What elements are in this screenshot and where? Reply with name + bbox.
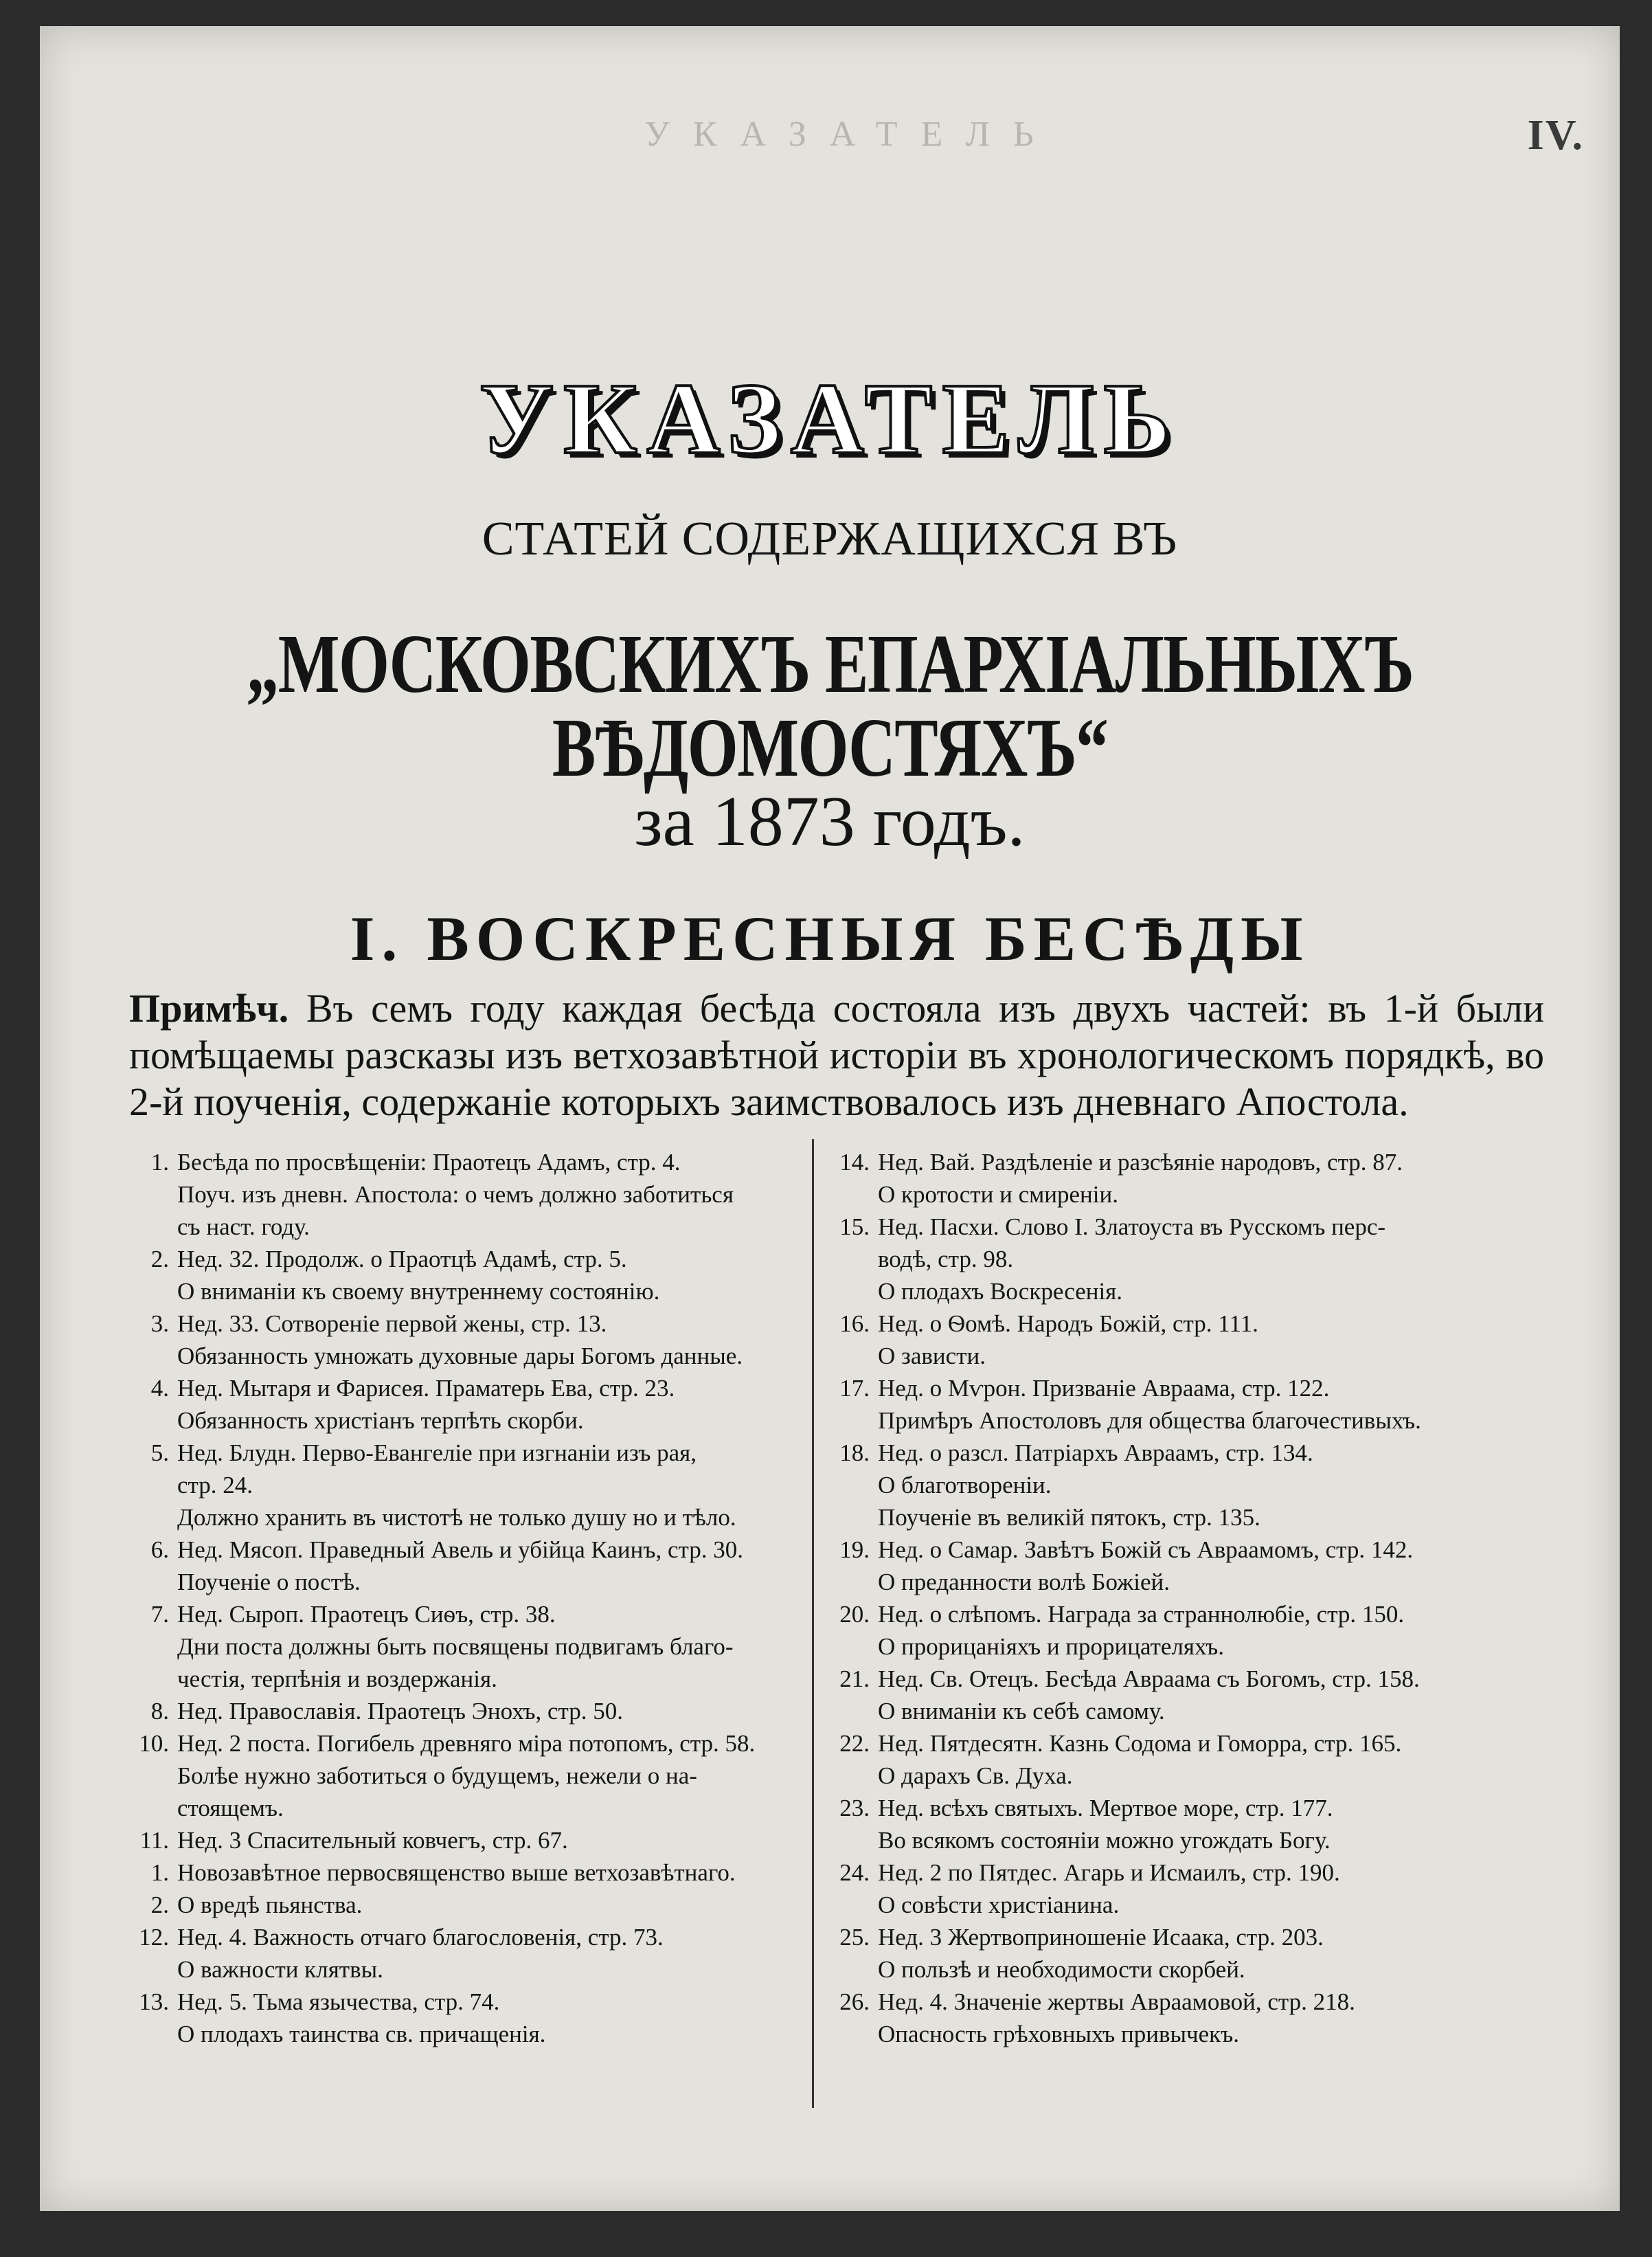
index-entry <box>822 1856 1550 1921</box>
entry-title-line <box>822 1856 1550 1889</box>
index-entry <box>121 1534 801 1598</box>
entry-number: 2. <box>150 1246 169 1272</box>
entry-title-line <box>822 1372 1550 1404</box>
entry-continuation-line: О дарахъ Св. Духа. <box>878 1762 1073 1789</box>
index-entry <box>121 1372 801 1437</box>
entry-number: 16. <box>839 1310 870 1337</box>
entry-text: Нед. о разсл. Патріархъ Авраамъ, стр. 134. <box>878 1439 1313 1466</box>
column-divider <box>812 1139 814 2108</box>
entry-title-line <box>121 1921 801 1953</box>
entry-continuation-line: О совѣсти христіанина. <box>878 1891 1120 1918</box>
entry-number: 4. <box>150 1375 169 1402</box>
entry-continuation-line: съ наст. году. <box>177 1213 310 1240</box>
entry-number: 2. <box>150 1891 169 1918</box>
entry-title-line <box>822 1211 1550 1243</box>
entry-title-line <box>121 1889 801 1921</box>
index-column-left <box>121 1146 801 2050</box>
index-entry <box>121 1243 801 1307</box>
entry-text: Нед. 3 Жертвоприношеніе Исаака, стр. 203. <box>878 1924 1324 1951</box>
entry-number: 1. <box>150 1859 169 1886</box>
entry-text: Нед. Пятдесятн. Казнь Содома и Гоморра, стр. 165. <box>878 1730 1402 1757</box>
entry-title-line <box>121 1824 801 1856</box>
entry-text: Нед. 2 поста. Погибель древняго міра потопомъ, стр. 58. <box>177 1730 756 1757</box>
entry-title-line <box>121 1243 801 1275</box>
entry-title-line <box>822 1146 1550 1178</box>
entry-number: 11. <box>139 1827 169 1854</box>
entry-text: Нед. 33. Сотвореніе первой жены, стр. 13. <box>177 1310 607 1337</box>
index-entry <box>822 1727 1550 1792</box>
entry-title-line <box>121 1695 801 1727</box>
index-entry <box>822 1307 1550 1372</box>
entry-continuation-line: Дни поста должны быть посвящены подвигамъ благо- <box>177 1633 734 1660</box>
entry-text: Нед. 4. Значеніе жертвы Авраамовой, стр. 218. <box>878 1988 1355 2015</box>
entry-continuation-line: Поученіе о постѣ. <box>177 1569 361 1595</box>
index-entry <box>121 1307 801 1372</box>
entry-title-line <box>822 1437 1550 1469</box>
entry-title-line <box>822 1727 1550 1760</box>
entry-text: О вредѣ пьянства. <box>177 1891 363 1918</box>
year-line: за 1873 годъ. <box>634 782 1026 861</box>
entry-text: Нед. о Ѳомѣ. Народъ Божій, стр. 111. <box>878 1310 1258 1337</box>
entry-title-line <box>121 1307 801 1340</box>
entry-continuation-line: О кротости и смиреніи. <box>878 1181 1118 1208</box>
entry-title-line <box>121 1598 801 1630</box>
running-head: УКАЗАТЕЛЬ <box>644 115 1057 154</box>
index-entry <box>822 1792 1550 1856</box>
entry-text: Нед. 4. Важность отчаго благословенія, стр. 73. <box>177 1924 664 1951</box>
entry-continuation-line: О пользѣ и необходимости скорбей. <box>878 1956 1245 1983</box>
entry-text: Нед. Вай. Раздѣленіе и разсѣяніе народовъ, стр. 87. <box>878 1149 1403 1176</box>
entry-number: 8. <box>150 1698 169 1725</box>
note-label: Примѣч. <box>129 986 289 1031</box>
entry-title-line <box>822 1307 1550 1340</box>
entry-continuation-line: водѣ, стр. 98. <box>878 1246 1014 1272</box>
entry-number: 14. <box>839 1149 870 1176</box>
entry-number: 10. <box>139 1730 169 1757</box>
entry-text: Нед. Блудн. Перво-Евангеліе при изгнаніи изъ рая, <box>177 1439 697 1466</box>
index-entry <box>121 1889 801 1921</box>
index-entry <box>121 1824 801 1856</box>
entry-number: 20. <box>839 1601 870 1628</box>
editorial-note <box>129 985 1544 1125</box>
entry-text: Нед. о слѣпомъ. Награда за страннолюбіе, стр. 150. <box>878 1601 1405 1628</box>
index-entry <box>822 1986 1550 2050</box>
index-entry <box>121 1856 801 1889</box>
entry-title-line <box>822 1986 1550 2018</box>
section-heading: I. ВОСКРЕСНЫЯ БЕСѢДЫ <box>350 903 1310 974</box>
entry-text: Нед. 3 Спасительный ковчегъ, стр. 67. <box>177 1827 568 1854</box>
document-page <box>40 26 1620 2211</box>
entry-text: Нед. 32. Продолж. о Праотцѣ Адамѣ, стр. 5. <box>177 1246 627 1272</box>
entry-title-line <box>121 1146 801 1178</box>
entry-number: 18. <box>839 1439 870 1466</box>
entry-number: 12. <box>139 1924 169 1951</box>
entry-title-line <box>121 1856 801 1889</box>
entry-continuation-line: Обязанность христіанъ терпѣть скорби. <box>177 1407 584 1434</box>
entry-continuation-line: Болѣе нужно заботиться о будущемъ, нежели о на- <box>177 1762 697 1789</box>
index-entry <box>822 1211 1550 1307</box>
entry-text: Нед. Мытаря и Фарисея. Праматерь Ева, стр. 23. <box>177 1375 675 1402</box>
entry-title-line <box>822 1792 1550 1824</box>
index-entry <box>822 1921 1550 1986</box>
entry-text: Нед. о Мѵрон. Призваніе Авраама, стр. 122. <box>878 1375 1330 1402</box>
entry-continuation-line: О прорицаніяхъ и прорицателяхъ. <box>878 1633 1225 1660</box>
entry-text: Нед. Пасхи. Слово I. Златоуста въ Русскомъ перс- <box>878 1213 1386 1240</box>
entry-number: 25. <box>839 1924 870 1951</box>
entry-text: Нед. 5. Тьма язычества, стр. 74. <box>177 1988 500 2015</box>
entry-continuation-line: О важности клятвы. <box>177 1956 383 1983</box>
entry-text: Новозавѣтное первосвященство выше ветхозавѣтнаго. <box>177 1859 736 1886</box>
entry-number: 13. <box>139 1988 169 2015</box>
entry-continuation-line: Поуч. изъ дневн. Апостола: о чемъ должно заботиться <box>177 1181 734 1208</box>
entry-continuation-line: честія, терпѣнія и воздержанія. <box>177 1665 497 1692</box>
entry-title-line <box>822 1663 1550 1695</box>
page-subtitle: СТАТЕЙ СОДЕРЖАЩИХСЯ ВЪ <box>482 513 1178 565</box>
entry-number: 23. <box>839 1795 870 1821</box>
entry-text: Бесѣда по просвѣщеніи: Праотецъ Адамъ, стр. 4. <box>177 1149 681 1176</box>
entry-continuation-line: стоящемъ. <box>177 1795 284 1821</box>
index-entry <box>121 1437 801 1534</box>
entry-number: 21. <box>839 1665 870 1692</box>
entry-continuation-line: Должно хранить въ чистотѣ не только душу но и тѣло. <box>177 1504 736 1531</box>
entry-number: 5. <box>150 1439 169 1466</box>
entry-continuation-line: О благотвореніи. <box>878 1472 1052 1498</box>
entry-text: Нед. Св. Отецъ. Бесѣда Авраама съ Богомъ, стр. 158. <box>878 1665 1420 1692</box>
note-text: Въ семъ году каждая бесѣда состояла изъ двухъ частей: въ 1-й были помѣщаемы разсказы изъ ветхозавѣтной исторіи въ хронологическомъ порядкѣ, во 2-й поученія, содержаніе которыхъ заимствовалось изъ дневнаго Апостола. <box>129 986 1544 1124</box>
entry-text: Нед. всѣхъ святыхъ. Мертвое море, стр. 177. <box>878 1795 1333 1821</box>
index-entry <box>822 1534 1550 1598</box>
entry-text: Нед. Мясоп. Праведный Авель и убійца Каинъ, стр. 30. <box>177 1536 743 1563</box>
entry-continuation-line: Примѣръ Апостоловъ для общества благочестивыхъ. <box>878 1407 1421 1434</box>
entry-continuation-line: О плодахъ Воскресенія. <box>878 1278 1123 1305</box>
index-entry <box>121 1598 801 1695</box>
entry-title-line <box>121 1534 801 1566</box>
entry-continuation-line: Во всякомъ состояніи можно угождать Богу. <box>878 1827 1331 1854</box>
entry-number: 7. <box>150 1601 169 1628</box>
entry-text: Нед. о Самар. Завѣтъ Божій съ Авраамомъ, стр. 142. <box>878 1536 1414 1563</box>
entry-title-line <box>822 1598 1550 1630</box>
index-entry <box>121 1146 801 1243</box>
entry-title-line <box>121 1437 801 1469</box>
index-entry <box>822 1372 1550 1437</box>
index-entry <box>822 1437 1550 1534</box>
entry-text: Нед. Православія. Праотецъ Энохъ, стр. 50. <box>177 1698 624 1725</box>
journal-name: „МОСКОВСКИХЪ ЕПАРХІАЛЬНЫХЪ ВѢДОМОСТЯХЪ“ <box>246 618 1414 794</box>
entry-continuation-line: О преданности волѣ Божіей. <box>878 1569 1170 1595</box>
entry-title-line <box>121 1727 801 1760</box>
entry-number: 3. <box>150 1310 169 1337</box>
entry-continuation-line: Обязанность умножать духовные дары Богомъ данные. <box>177 1343 743 1369</box>
index-entry <box>822 1146 1550 1211</box>
entry-title-line <box>822 1534 1550 1566</box>
entry-continuation-line: Поученіе въ великій пятокъ, стр. 135. <box>878 1504 1260 1531</box>
entry-continuation-line: О зависти. <box>878 1343 986 1369</box>
page-number: IV. <box>1527 112 1584 159</box>
entry-continuation-line: О плодахъ таинства св. причащенія. <box>177 2021 546 2047</box>
entry-number: 17. <box>839 1375 870 1402</box>
entry-number: 22. <box>839 1730 870 1757</box>
entry-number: 24. <box>839 1859 870 1886</box>
index-entry <box>822 1663 1550 1727</box>
entry-number: 6. <box>150 1536 169 1563</box>
index-entry <box>121 1727 801 1824</box>
entry-continuation-line: Опасность грѣховныхъ привычекъ. <box>878 2021 1240 2047</box>
index-entry <box>121 1695 801 1727</box>
page-title: УКАЗАТЕЛЬ <box>479 363 1181 475</box>
entry-continuation-line: О вниманіи къ своему внутреннему состоянію. <box>177 1278 660 1305</box>
entry-number: 26. <box>839 1988 870 2015</box>
entry-continuation-line: О вниманіи къ себѣ самому. <box>878 1698 1165 1725</box>
entry-number: 15. <box>839 1213 870 1240</box>
entry-number: 19. <box>839 1536 870 1563</box>
entry-title-line <box>121 1372 801 1404</box>
index-entry <box>121 1921 801 1986</box>
entry-text: Нед. 2 по Пятдес. Агарь и Исмаилъ, стр. 190. <box>878 1859 1340 1886</box>
entry-continuation-line: стр. 24. <box>177 1472 253 1498</box>
entry-text: Нед. Сыроп. Праотецъ Сиѳъ, стр. 38. <box>177 1601 556 1628</box>
entry-number: 1. <box>150 1149 169 1176</box>
index-entry <box>121 1986 801 2050</box>
entry-title-line <box>822 1921 1550 1953</box>
entry-title-line <box>121 1986 801 2018</box>
index-entry <box>822 1598 1550 1663</box>
index-column-right <box>822 1146 1550 2050</box>
